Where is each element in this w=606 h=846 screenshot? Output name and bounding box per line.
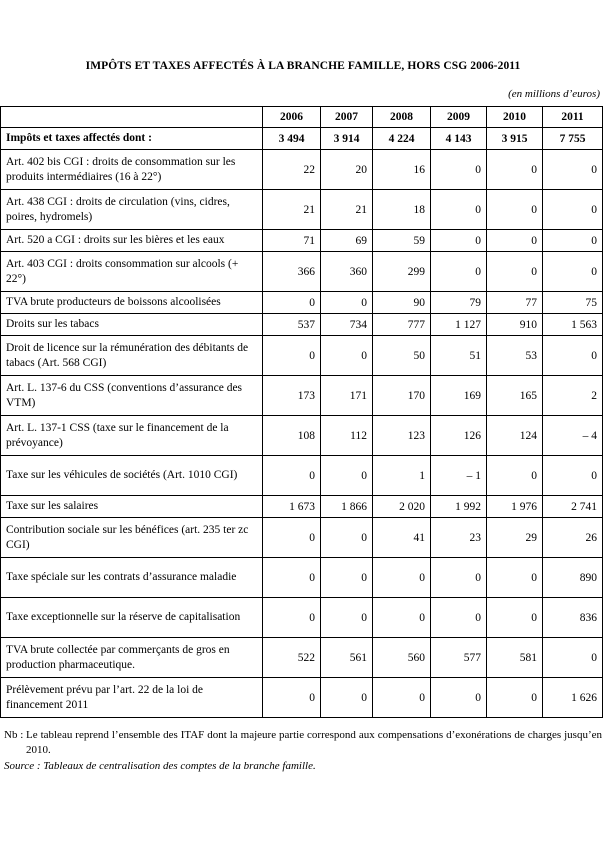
table-cell: 1 866 [321,496,373,518]
table-row [1,678,603,718]
row-label: Art. 438 CGI : droits de circulation (vins, cidres, poires, hydromels) [1,190,263,230]
table-cell: 2 020 [373,496,431,518]
table-cell: 0 [263,456,321,496]
table-cell: 0 [543,336,603,376]
table-cell: 0 [487,598,543,638]
table-cell: 0 [321,678,373,718]
table-cell: 75 [543,292,603,314]
table-cell: 2 [543,376,603,416]
total-cell: 7 755 [543,128,603,150]
total-cell: 4 224 [373,128,431,150]
table-cell: 16 [373,150,431,190]
table-cell: 0 [431,230,487,252]
table-cell: 734 [321,314,373,336]
table-cell: 0 [373,558,431,598]
table-cell: 777 [373,314,431,336]
total-cell: 3 494 [263,128,321,150]
table-cell: 537 [263,314,321,336]
row-label: TVA brute collectée par commerçants de gros en production pharmaceutique. [1,638,263,678]
table-cell: 0 [431,190,487,230]
row-label: Taxe spéciale sur les contrats d’assurance maladie [1,558,263,598]
row-label: Art. L. 137-1 CSS (taxe sur le financement de la prévoyance) [1,416,263,456]
table-cell: 0 [487,678,543,718]
table-cell: 123 [373,416,431,456]
total-cell: 3 914 [321,128,373,150]
table-cell: 0 [487,230,543,252]
row-label: Art. 402 bis CGI : droits de consommation sur les produits intermédiaires (16 à 22°) [1,150,263,190]
table-row [1,252,603,292]
table-row [1,496,603,518]
table-cell: 1 127 [431,314,487,336]
page-title: IMPÔTS ET TAXES AFFECTÉS À LA BRANCHE FAMILLE, HORS CSG 2006-2011 [85,60,521,72]
table-cell: 1 626 [543,678,603,718]
table-cell: 890 [543,558,603,598]
table-cell: 0 [263,598,321,638]
year-header: 2011 [543,107,603,128]
total-row [1,128,603,150]
taxes-table [0,106,603,718]
table-cell: 23 [431,518,487,558]
table-cell: 0 [487,558,543,598]
table-cell: 77 [487,292,543,314]
year-header: 2008 [373,107,431,128]
total-cell: 4 143 [431,128,487,150]
table-cell: 79 [431,292,487,314]
table-cell: 1 563 [543,314,603,336]
table-cell: 0 [263,292,321,314]
table-cell: 126 [431,416,487,456]
row-label: Art. 403 CGI : droits consommation sur alcools (+ 22°) [1,252,263,292]
row-label: Taxe exceptionnelle sur la réserve de capitalisation [1,598,263,638]
table-row [1,314,603,336]
table-row [1,598,603,638]
table-cell: 41 [373,518,431,558]
table-cell: 1 673 [263,496,321,518]
year-header: 2007 [321,107,373,128]
table-row [1,150,603,190]
note [4,728,602,758]
table-cell: 21 [263,190,321,230]
table-cell: 0 [431,252,487,292]
table-cell: 169 [431,376,487,416]
table-cell: 90 [373,292,431,314]
table-cell: 0 [263,558,321,598]
table-cell: 18 [373,190,431,230]
table-cell: 0 [487,190,543,230]
table-cell: 0 [321,292,373,314]
table-cell: 910 [487,314,543,336]
header-blank [1,107,263,128]
row-label: TVA brute producteurs de boissons alcoolisées [1,292,263,314]
table-cell: 0 [373,598,431,638]
table-cell: 560 [373,638,431,678]
table-cell: 2 741 [543,496,603,518]
table-cell: 0 [431,598,487,638]
table-cell: 69 [321,230,373,252]
table-cell: 112 [321,416,373,456]
table-cell: 165 [487,376,543,416]
table-cell: 0 [321,518,373,558]
row-label: Art. L. 137-6 du CSS (conventions d’assurance des VTM) [1,376,263,416]
table-cell: 26 [543,518,603,558]
row-label: Taxe sur les véhicules de sociétés (Art. 1010 CGI) [1,456,263,496]
table-cell: 50 [373,336,431,376]
table-cell: 0 [543,638,603,678]
table-cell: 171 [321,376,373,416]
table-cell: 0 [321,558,373,598]
note-label: Nb : [4,729,24,741]
table-cell: 0 [263,518,321,558]
table-cell: 366 [263,252,321,292]
table-cell: 0 [543,190,603,230]
table-cell: 360 [321,252,373,292]
table-cell: 59 [373,230,431,252]
table-cell: 0 [321,456,373,496]
table-cell: 0 [543,252,603,292]
table-cell: 1 [373,456,431,496]
table-cell: 522 [263,638,321,678]
source-note: Source : Tableaux de centralisation des comptes de la branche famille. [4,760,316,772]
table-cell: 51 [431,336,487,376]
table-row [1,638,603,678]
table-row [1,292,603,314]
table-row [1,558,603,598]
table-cell: 0 [263,678,321,718]
table-row [1,376,603,416]
table-row [1,230,603,252]
table-cell: 173 [263,376,321,416]
table-cell: 0 [431,678,487,718]
year-header: 2009 [431,107,487,128]
table-cell: 0 [487,150,543,190]
table-cell: 836 [543,598,603,638]
table-row [1,518,603,558]
table-cell: 0 [263,336,321,376]
table-row [1,416,603,456]
table-cell: 0 [321,598,373,638]
table-cell: 71 [263,230,321,252]
table-notes [4,728,602,774]
table-cell: 1 992 [431,496,487,518]
total-label: Impôts et taxes affectés dont : [1,128,263,150]
table-cell: 21 [321,190,373,230]
unit-note: (en millions d’euros) [508,88,600,100]
table-cell: 0 [543,456,603,496]
table-cell: – 1 [431,456,487,496]
table-cell: 0 [431,558,487,598]
table-cell: 0 [487,252,543,292]
table-header-row [1,107,603,128]
table-cell: 53 [487,336,543,376]
table-cell: 0 [373,678,431,718]
table-cell: 0 [487,456,543,496]
table-cell: 1 976 [487,496,543,518]
row-label: Art. 520 a CGI : droits sur les bières et les eaux [1,230,263,252]
table-cell: 0 [321,336,373,376]
row-label: Droits sur les tabacs [1,314,263,336]
table-cell: 20 [321,150,373,190]
table-cell: – 4 [543,416,603,456]
row-label: Droit de licence sur la rémunération des débitants de tabacs (Art. 568 CGI) [1,336,263,376]
year-header: 2010 [487,107,543,128]
table-row [1,190,603,230]
table-cell: 577 [431,638,487,678]
table-cell: 170 [373,376,431,416]
row-label: Contribution sociale sur les bénéfices (art. 235 ter zc CGI) [1,518,263,558]
table-cell: 0 [431,150,487,190]
table-row [1,456,603,496]
table-cell: 22 [263,150,321,190]
year-header: 2006 [263,107,321,128]
table-cell: 561 [321,638,373,678]
table-cell: 581 [487,638,543,678]
row-label: Taxe sur les salaires [1,496,263,518]
table-cell: 299 [373,252,431,292]
table-row [1,336,603,376]
note-text: Le tableau reprend l’ensemble des ITAF dont la majeure partie correspond aux compensations d’exonérations de charges jusqu’en 2010. [26,729,602,756]
table-cell: 108 [263,416,321,456]
total-cell: 3 915 [487,128,543,150]
table-cell: 124 [487,416,543,456]
table-cell: 29 [487,518,543,558]
table-cell: 0 [543,230,603,252]
table-cell: 0 [543,150,603,190]
row-label: Prélèvement prévu par l’art. 22 de la loi de financement 2011 [1,678,263,718]
